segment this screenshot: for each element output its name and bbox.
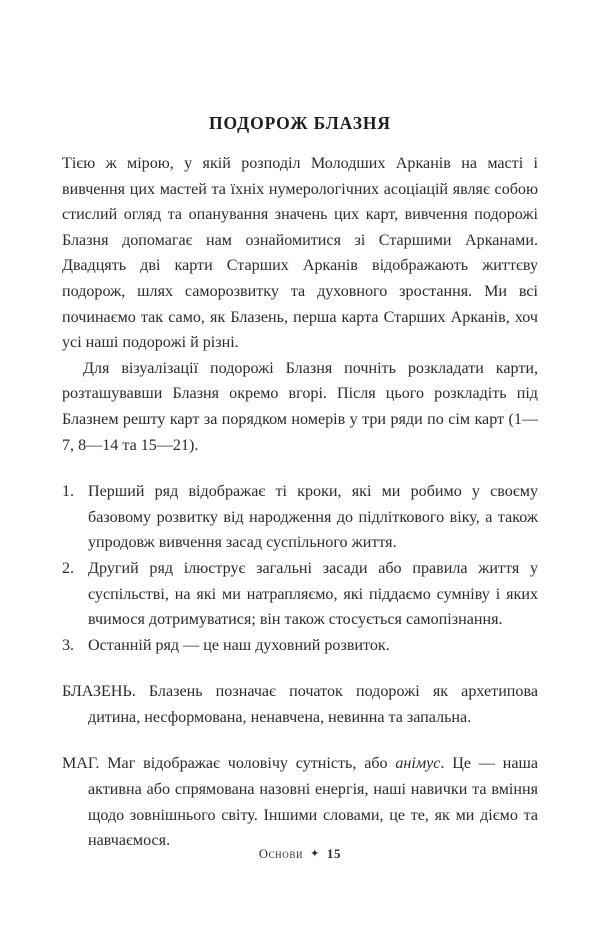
- numbered-list: [62, 479, 538, 658]
- definition-text-before: Маг відображає чоловічу сутність, або: [99, 755, 396, 773]
- list-item-text: Другий ряд ілюструє загальні засади або правила життя у суспільстві, на які ми натрапляємо, які піддаємо сумніву і яких вчимося дотримуватися; він також стосується самопізнання.: [88, 559, 538, 629]
- footer-section-label: Основи: [258, 847, 304, 861]
- list-item-text: Перший ряд відображає ті кроки, які ми робимо у своєму базовому розвитку від народження до підліткового віку, а також упродовж вивчення засад суспільного життя.: [88, 483, 538, 552]
- list-item-marker: 3.: [62, 636, 75, 654]
- paragraph-intro: Тією ж мірою, у якій розподіл Молодших Арканів на масті і вивчення цих мастей та їхніх нумерологічних асоціацій являє собою стислий огляд та опанування значень цих карт, вивчення подорожі Блазня допомагає нам ознайомитися зі Старшими Арканами. Двадцять дві карти Старших Арканів відображають життєву подорож, шлях саморозвитку та духовного зростання. Ми всі починаємо так само, як Блазень, перша карта Старших Арканів, хоч усі наші подорожі й різні.: [62, 155, 538, 352]
- definition-mah: [62, 751, 538, 853]
- definition-italic-term: анімус: [395, 755, 441, 773]
- list-item: [62, 479, 538, 556]
- paragraph-instructions: Для візуалізації подорожі Блазня почніть розкладати карти, розташувавши Блазня окремо вгорі. Після цього розкладіть під Блазнем решту карт за порядком номерів у три ряди по сім карт (1—7, 8—14 та 15—21).: [62, 359, 538, 454]
- page-footer: [0, 846, 600, 862]
- list-item-marker: 2.: [62, 559, 75, 577]
- definition-text-before: Блазень позначає початок подорожі як архетипова дитина, несформована, ненавчена, невинна та запальна.: [88, 683, 538, 726]
- page-title: ПОДОРОЖ БЛАЗНЯ: [209, 113, 391, 133]
- page-number: 15: [326, 846, 342, 861]
- definition-blazen: [62, 679, 538, 730]
- definition-text-after: . Це — наша активна або спрямована назовні енергія, наші навички та вміння щодо зовнішнього світу. Іншими словами, це те, як ми діємо та навчаємося.: [88, 755, 538, 850]
- list-item-text: Останній ряд — це наш духовний розвиток.: [88, 636, 390, 654]
- list-item-marker: 1.: [62, 483, 75, 501]
- definition-term: БЛАЗЕНЬ.: [62, 683, 136, 701]
- list-item: [62, 556, 538, 633]
- list-item: [62, 633, 538, 659]
- four-pointed-star-icon: ✦: [310, 848, 320, 860]
- definition-term: МАГ.: [62, 755, 100, 773]
